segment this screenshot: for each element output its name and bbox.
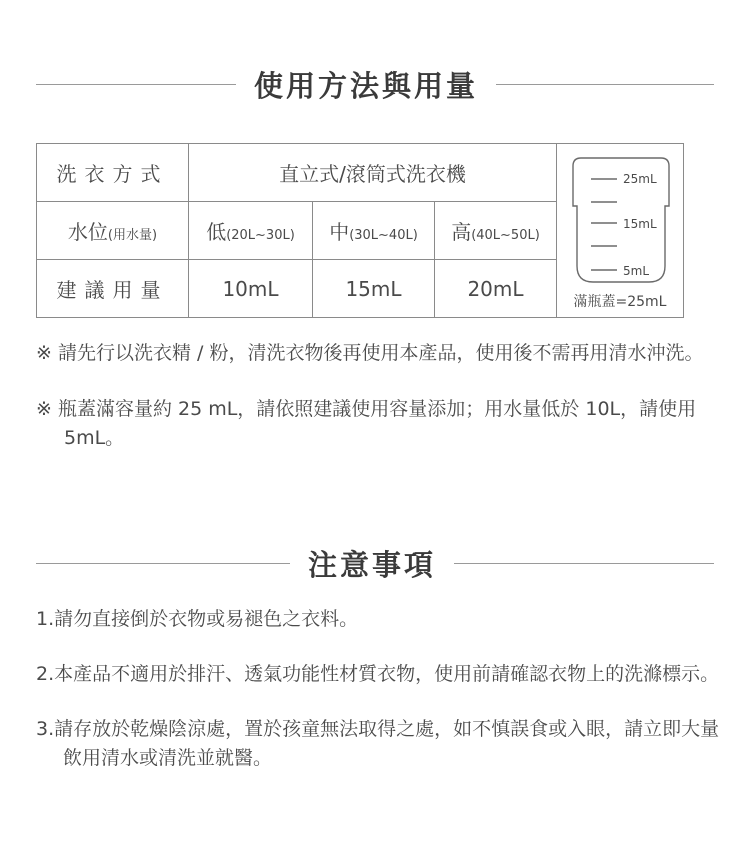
caution-heading — [0, 543, 750, 584]
usage-table — [36, 143, 684, 318]
usage-heading — [0, 64, 750, 105]
level-mid-name: 中 — [329, 220, 350, 244]
level-high-range: (40L~50L) — [471, 228, 540, 243]
usage-note-1: ※ 請先行以洗衣精 / 粉，清洗衣物後再使用本產品，使用後不需再用清水沖洗。 — [36, 342, 704, 364]
level-low-name: 低 — [206, 220, 227, 244]
divider-left-2 — [36, 563, 290, 564]
measuring-cup-icon — [557, 146, 683, 316]
machine-type: 直立式/滾筒式洗衣機 — [279, 162, 466, 186]
caution-list — [36, 605, 721, 773]
amount-low: 10mL — [222, 276, 279, 301]
amount-mid-cell — [313, 260, 435, 318]
amount-high-cell — [435, 260, 557, 318]
method-label: 洗衣方式 — [56, 162, 169, 186]
caution-item-2: 2.本產品不適用於排汗、透氣功能性材質衣物，使用前請確認衣物上的洗滌標示。 — [36, 663, 720, 685]
amount-label: 建議用量 — [56, 278, 169, 302]
divider-left — [36, 84, 236, 85]
amount-low-cell — [189, 260, 313, 318]
usage-title: 使用方法與用量 — [254, 69, 479, 103]
caution-item-3: 3.請存放於乾燥陰涼處，置於孩童無法取得之處，如不慎誤食或入眼，請立即大量飲用清水或清洗並就醫。 — [36, 718, 720, 769]
level-low-range: (20L~30L) — [226, 228, 295, 243]
divider-right-2 — [454, 563, 714, 564]
divider-right — [496, 84, 714, 85]
amount-label-cell — [37, 260, 189, 318]
mark-5-label: 5mL — [623, 263, 650, 278]
water-label: 水位 — [67, 220, 108, 244]
mark-15-label: 15mL — [623, 216, 657, 231]
method-label-cell — [37, 144, 189, 202]
water-label-small: (用水量) — [107, 228, 158, 243]
level-mid-range: (30L~40L) — [349, 228, 418, 243]
level-high-name: 高 — [451, 220, 472, 244]
water-label-cell — [37, 202, 189, 260]
level-high-cell — [435, 202, 557, 260]
cup-rim-icon — [573, 158, 669, 170]
machine-type-cell — [189, 144, 557, 202]
usage-note-2: ※ 瓶蓋滿容量約 25 mL，請依照建議使用容量添加；用水量低於 10L，請使用 5mL。 — [36, 398, 697, 449]
amount-mid: 15mL — [345, 276, 402, 301]
level-mid-cell — [313, 202, 435, 260]
level-low-cell — [189, 202, 313, 260]
mark-25-label: 25mL — [623, 171, 657, 186]
cup-caption: 滿瓶蓋=25mL — [573, 293, 667, 310]
caution-title: 注意事項 — [308, 548, 437, 582]
table-row-method — [37, 144, 684, 202]
usage-notes — [36, 339, 721, 453]
caution-item-1: 1.請勿直接倒於衣物或易褪色之衣料。 — [36, 608, 359, 630]
cup-cell — [557, 144, 684, 318]
amount-high: 20mL — [467, 276, 524, 301]
